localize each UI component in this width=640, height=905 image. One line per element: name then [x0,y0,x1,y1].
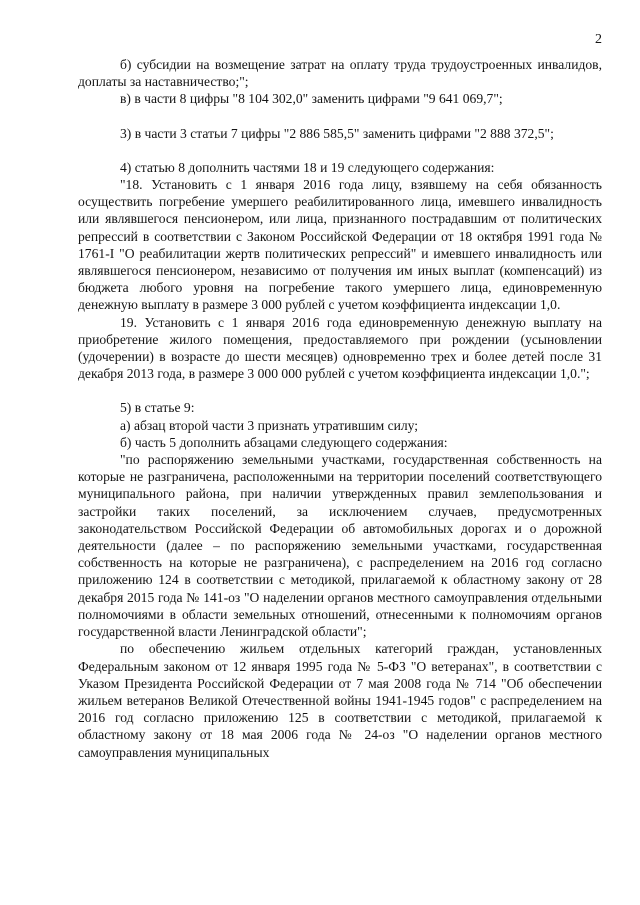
paragraph: 4) статью 8 дополнить частями 18 и 19 следующего содержания: [120,159,495,175]
paragraph: 19. Установить с 1 января 2016 года единовременную денежную выплату на приобретение жилого помещения, предоставляемого при рождении (усыновлении (удочерении) в возрасте до шести месяцев) одновременно трех и более детей после 31 декабря 2013 года, в размере 3 000 000 рублей с учетом коэффициента индексации 1,0."; [78,314,602,382]
paragraph: 3) в части 3 статьи 7 цифры "2 886 585,5" заменить цифрами "2 888 372,5"; [120,125,554,141]
paragraph: а) абзац второй части 3 признать утратившим силу; [120,417,419,433]
paragraph: б) субсидии на возмещение затрат на оплату труда трудоустроенных инвалидов, доплаты за наставничество;"; [78,57,602,90]
paragraph: "18. Установить с 1 января 2016 года лицу, взявшему на себя обязанность осуществить погребение умершего реабилитированного лица, имевшего инвалидность или являвшегося пенсионером, или лица, признанного пострадавшим от политических репрессий в соответствии с Законом Российской Федерации от 18 октября 1991 года № 1761-I "О реабилитации жертв политических репрессий" и имевшего инвалидность или являвшегося пенсионером, независимо от получения им иных выплат (компенсаций) из бюджета любого уровня на погребение такого умершего лица, единовременную денежную выплату в размере 3 000 рублей с учетом коэффициента индексации 1,0. [78,177,602,313]
paragraph: б) часть 5 дополнить абзацами следующего содержания: [120,434,448,450]
paragraph: в) в части 8 цифры "8 104 302,0" заменить цифрами "9 641 069,7"; [120,91,503,107]
page-number: 2 [595,32,602,47]
paragraph: 5) в статье 9: [120,400,195,416]
paragraph: "по распоряжению земельными участками, государственная собственность на которые не разграничена, расположенными на территории поселений соответствующего муниципального района, при наличии утвержденных правил землепользования и застройки таких поселений, за исключением случаев, предусмотренных законодательством Российской Федерации об автомобильных дорогах и о дорожной деятельности (далее – по распоряжению земельными участками, государственная собственность на которые не разграничена), с распределением на 2016 год согласно приложению 124 в соответствии с методикой, прилагаемой к областному закону от 28 декабря 2015 года № 141-оз "О наделении органов местного самоуправления отдельными полномочиями в области земельных отношений, отнесенными к полномочиям органов государственной власти Ленинградской области"; [78,452,602,640]
paragraph: по обеспечению жильем отдельных категорий граждан, установленных Федеральным законом от 12 января 1995 года № 5-ФЗ "О ветеранах", в соответствии с Указом Президента Российской Федерации от 7 мая 2008 года № 714 "Об обеспечении жильем ветеранов Великой Отечественной войны 1941-1945 годов" с распределением на 2016 год согласно приложению 125 в соответствии с методикой, прилагаемой к областному закону от 18 мая 2006 года № 24-оз "О наделении органов местного самоуправления муниципальных [78,641,602,760]
document-body [78,56,602,761]
